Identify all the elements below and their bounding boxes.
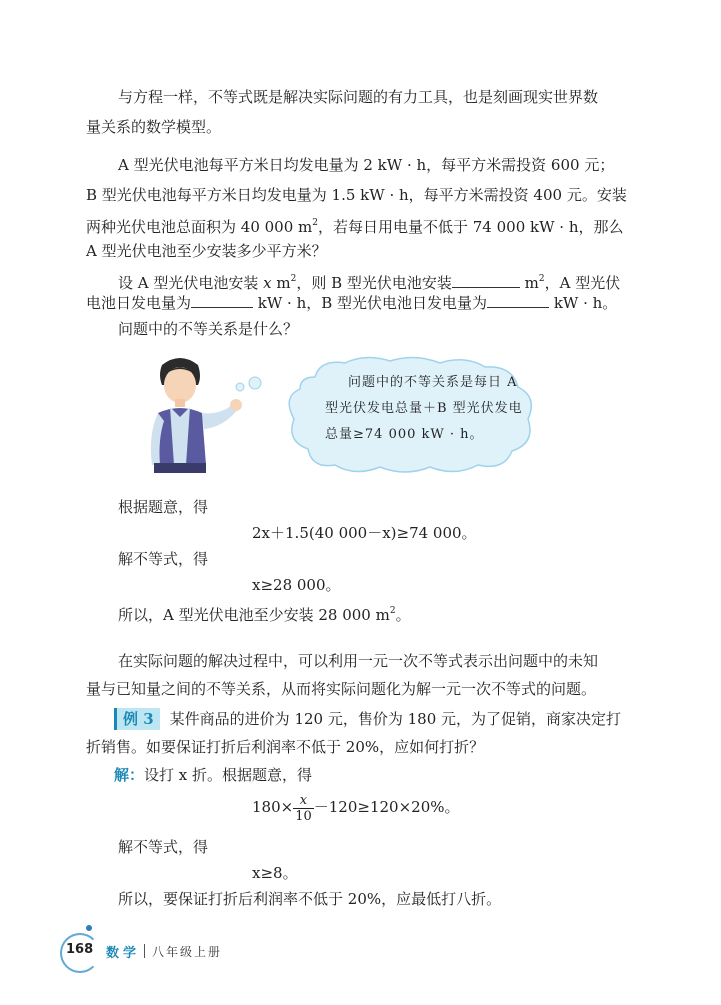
conclusion-2: 所以，要保证打折后利润率不低于 20%，应最低打八折。	[118, 890, 502, 908]
setup-text: ，A 型光伏	[544, 274, 621, 292]
solve-text: 解不等式，得	[118, 550, 209, 568]
fraction	[293, 793, 314, 824]
thought-dot-icon	[249, 377, 261, 389]
summary-line-1: 在实际问题的解决过程中，可以利用一元一次不等式表示出问题中的未知	[118, 652, 599, 670]
inequality-1: 2x＋1.5(40 000－x)≥74 000。	[252, 524, 477, 542]
solution-text: 设打 x 折。根据题意，得	[144, 766, 313, 784]
example-text: 某件商品的进价为 120 元，售价为 180 元，为了促销，商家决定打	[169, 710, 622, 728]
problem-line-1: A 型光伏电池每平方米日均发电量为 2 kW · h，每平方米需投资 600 元；	[118, 156, 615, 174]
formula-right: －120≥120×20%。	[313, 798, 460, 816]
setup-text: m	[271, 274, 291, 292]
setup-text: ，则 B 型光伏电池安装	[296, 274, 452, 292]
result-1: x≥28 000。	[252, 576, 341, 594]
answer-blank[interactable]	[452, 269, 520, 288]
page-dot-icon	[86, 925, 92, 931]
intro-line-2: 量关系的数学模型。	[86, 118, 222, 136]
boy-figure	[151, 358, 242, 473]
superscript-2: 2	[538, 274, 545, 284]
problem-line-2: B 型光伏电池每平方米日均发电量为 1.5 kW · h，每平方米需投资 400 元。安装	[86, 186, 627, 204]
answer-blank[interactable]	[191, 289, 253, 308]
according-text: 根据题意，得	[118, 498, 209, 516]
fraction-numerator: x	[293, 793, 314, 809]
setup-question: 问题中的不等关系是什么？	[118, 320, 299, 338]
superscript-2: 2	[312, 218, 318, 228]
fraction-denominator: 10	[295, 808, 312, 824]
page-number: 168	[66, 942, 94, 957]
result-2: x≥8。	[252, 864, 298, 882]
summary-line-2: 量与已知量之间的不等关系，从而将实际问题化为解一元一次不等式的问题。	[86, 680, 597, 698]
formula-left: 180×	[252, 798, 294, 816]
setup-text: m	[519, 274, 539, 292]
conclusion-text: 。	[395, 606, 411, 624]
problem-line-4: A 型光伏电池至少安装多少平方米？	[86, 242, 327, 260]
thought-dot-icon	[236, 383, 244, 391]
setup-text: 设 A 型光伏电池安装	[118, 274, 264, 292]
setup-text: kW · h。	[549, 294, 618, 312]
solve-text-2: 解不等式，得	[118, 838, 209, 856]
superscript-2: 2	[389, 606, 396, 616]
solution-label: 解：	[114, 766, 145, 784]
bubble-line-2: 型光伏发电总量＋B 型光伏发电	[325, 401, 523, 416]
bubble-line-1: 问题中的不等关系是每日 A	[348, 375, 518, 390]
variable-x: x	[263, 274, 272, 292]
footer-grade: 八年级上册	[152, 945, 223, 959]
conclusion-text: 所以，A 型光伏电池至少安装 28 000 m	[118, 606, 390, 624]
footer-divider	[144, 944, 145, 958]
superscript-2: 2	[290, 274, 297, 284]
setup-text: kW · h，B 型光伏电池日发电量为	[253, 294, 488, 312]
footer-subject: 数学	[106, 946, 141, 961]
bubble-line-3: 总量≥74 000 kW · h。	[325, 427, 484, 442]
example-3-line-1	[114, 704, 621, 734]
answer-blank[interactable]	[487, 289, 549, 308]
problem-line-3a: 两种光伏电池总面积为 40 000 m	[86, 218, 313, 236]
intro-line-1: 与方程一样，不等式既是解决实际问题的有力工具，也是刻画现实世界数	[118, 88, 599, 106]
inequality-2	[252, 792, 460, 824]
example-tag: 例 3	[114, 708, 160, 730]
problem-line-3b: ，若每日用电量不低于 74 000 kW · h，那么	[317, 218, 624, 236]
conclusion-1	[118, 596, 411, 630]
setup-text: 电池日发电量为	[86, 294, 192, 312]
example-3-line-2: 折销售。如要保证打折后利润率不低于 20%，应如何打折？	[86, 738, 485, 756]
solution-line	[114, 760, 312, 790]
